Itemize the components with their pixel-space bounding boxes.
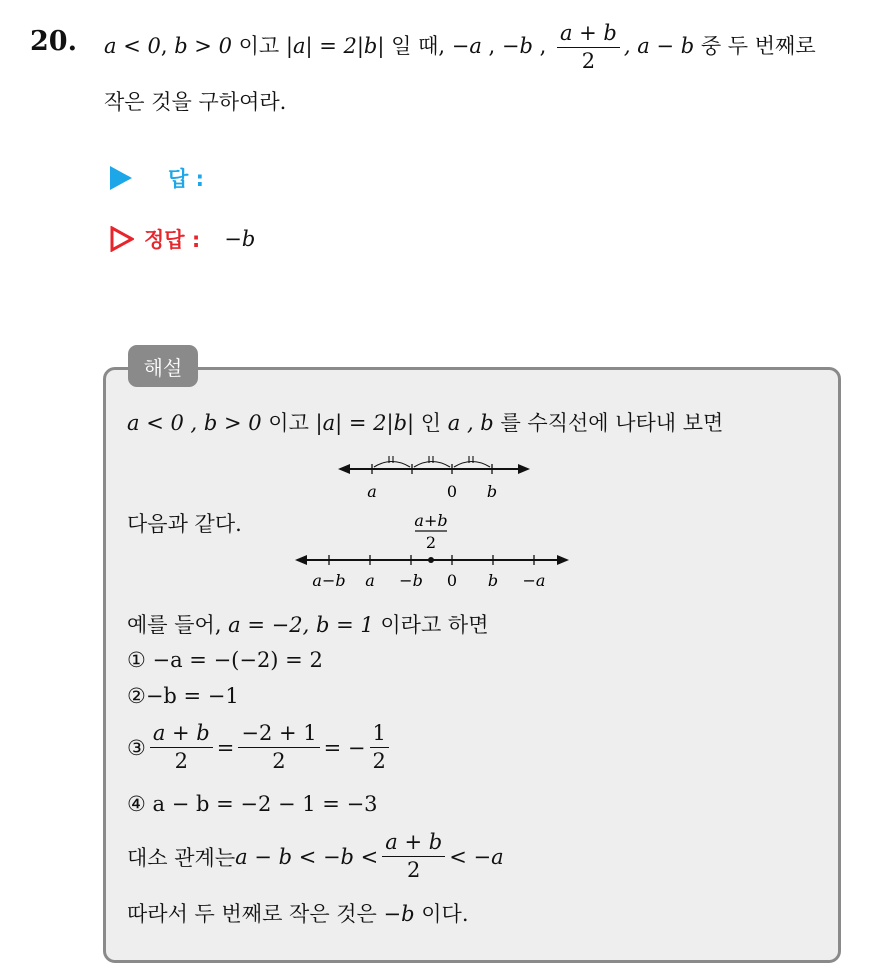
text-ilttae: 일 때, — [384, 34, 452, 59]
expr-neg-b: −b — [501, 34, 533, 59]
text-igo: 이고 — [231, 34, 286, 59]
nl1-label-zero: 0 — [446, 482, 458, 501]
fraction-numerator: a + b — [557, 22, 620, 48]
sep-2: , — [481, 34, 502, 59]
sol-cond: a < 0 , b > 0 — [127, 411, 262, 435]
conclusion-text-a: 따라서 두 번째로 작은 것은 — [127, 902, 384, 926]
order-fraction — [382, 831, 445, 882]
item3-prefix: ③ — [127, 735, 146, 760]
order-math-b: < −a — [449, 844, 504, 869]
nl1-arrow-left — [338, 464, 350, 474]
sol-text-igo: 이고 — [261, 411, 316, 435]
cond-abs: |a| = 2|b| — [285, 34, 385, 59]
sep-1: , — [160, 34, 175, 59]
answer-key-label: 정답 : — [144, 228, 201, 252]
fraction-denominator: 2 — [581, 49, 596, 74]
question-line-2: 작은 것을 구하여라. — [104, 90, 287, 114]
example-math: a = −2, b = 1 — [228, 613, 374, 637]
answer-blank-row — [110, 163, 204, 193]
nl2-label-b: b — [487, 571, 499, 590]
item3-f3-numerator: 1 — [370, 722, 389, 748]
item3-f3-denominator: 2 — [372, 749, 386, 774]
solution-order-line — [127, 831, 504, 882]
solution-item-2: ②−b = −1 — [127, 684, 239, 708]
question-line-1 — [104, 22, 816, 73]
nl2-arrow-left — [295, 555, 307, 565]
item3-equals-2: = − — [323, 735, 366, 760]
nl2-frac-denominator: 2 — [425, 533, 437, 552]
item3-f1-denominator: 2 — [174, 749, 188, 774]
example-text-a: 예를 들어, — [127, 613, 229, 637]
sol-ab: a , b — [447, 411, 494, 435]
solution-tag: 해설 — [128, 345, 198, 387]
conclusion-text-b: 이다. — [414, 902, 469, 926]
outline-triangle-icon — [110, 226, 134, 252]
item3-f2-numerator: −2 + 1 — [238, 722, 319, 748]
answer-blank-label: 답 : — [168, 167, 204, 191]
nl2-arrow-right — [557, 555, 569, 565]
nl1-label-b: b — [486, 482, 498, 501]
play-triangle-icon — [110, 166, 132, 190]
question-number: 20. — [30, 26, 77, 57]
sol-text-in: 인 — [414, 411, 448, 435]
solution-example-line — [127, 609, 488, 639]
solution-conclusion — [127, 898, 469, 928]
solution-item-3 — [127, 722, 393, 773]
expr-a-minus-b: , a − b — [623, 34, 695, 59]
number-line-2 — [293, 508, 573, 592]
expr-mean-fraction — [557, 22, 620, 73]
nl1-label-a: a — [367, 482, 377, 501]
order-frac-denominator: 2 — [407, 858, 421, 883]
nl1-arrow-right — [518, 464, 530, 474]
cond-a: a < 0 — [104, 34, 161, 59]
order-math-a: a − b < −b < — [235, 844, 379, 869]
item3-fraction-1 — [150, 722, 213, 773]
text-second-smallest: 중 두 번째로 — [694, 34, 816, 59]
example-text-b: 이라고 하면 — [373, 613, 489, 637]
sep-3: , — [532, 34, 553, 59]
nl1-equal-arcs — [374, 456, 490, 467]
sol-text-numberline: 를 수직선에 나타내 보면 — [493, 411, 724, 435]
item3-f1-numerator: a + b — [150, 722, 213, 748]
item3-f2-denominator: 2 — [272, 749, 286, 774]
expr-neg-a: −a — [451, 34, 482, 59]
nl2-label-zero: 0 — [446, 571, 458, 590]
sol-abs: |a| = 2|b| — [315, 411, 415, 435]
solution-line-1 — [127, 407, 723, 437]
solution-line-2: 다음과 같다. — [127, 512, 242, 536]
cond-b: b > 0 — [174, 34, 232, 59]
order-frac-numerator: a + b — [382, 831, 445, 857]
solution-item-1: ① −a = −(−2) = 2 — [127, 648, 323, 672]
nl2-frac-numerator: a+b — [414, 511, 448, 530]
item3-equals-1: = — [216, 735, 235, 760]
nl2-label-a-minus-b: a−b — [312, 571, 346, 590]
conclusion-math: −b — [383, 902, 415, 926]
answer-key-value: −b — [224, 227, 256, 251]
item3-fraction-3 — [370, 722, 389, 773]
nl2-label-neg-b: −b — [399, 571, 423, 590]
number-line-1 — [336, 450, 532, 504]
nl2-midpoint-dot — [428, 557, 434, 563]
order-text: 대소 관계는 — [127, 845, 236, 870]
nl2-label-a: a — [365, 571, 375, 590]
nl2-label-neg-a: −a — [522, 571, 546, 590]
item3-fraction-2 — [238, 722, 319, 773]
solution-item-4: ④ a − b = −2 − 1 = −3 — [127, 792, 378, 816]
answer-key-row — [110, 224, 255, 254]
